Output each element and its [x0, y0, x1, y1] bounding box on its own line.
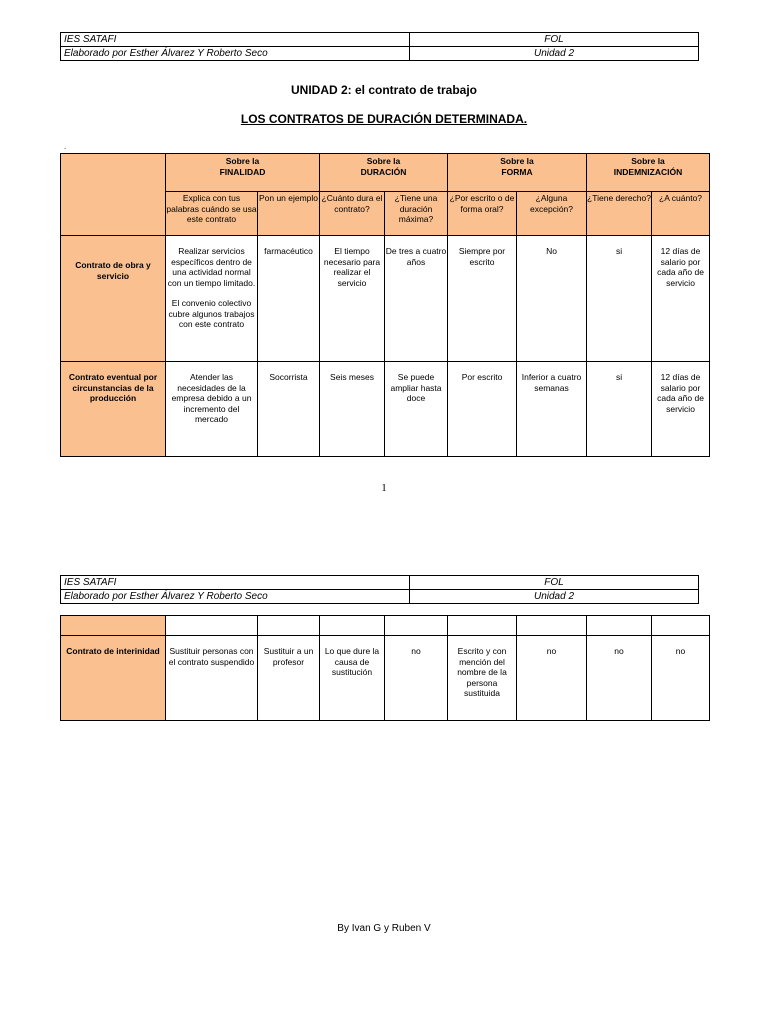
- corner-cell: [61, 616, 166, 636]
- cell-escrito: Por escrito: [448, 362, 517, 457]
- header-school: IES SATAFI: [61, 33, 410, 47]
- header-school: IES SATAFI: [61, 576, 410, 590]
- empty-header-cell: [385, 616, 448, 636]
- table-row: [61, 362, 710, 457]
- unit-title: UNIDAD 2: el contrato de trabajo: [290, 83, 478, 97]
- cell-dura: El tiempo necesario para realizar el servicio: [320, 236, 385, 362]
- cell-ejemplo: Sustituir a un profesor: [258, 636, 320, 721]
- contracts-table: [60, 153, 710, 457]
- table-row: [61, 236, 710, 362]
- cell-maxima: Se puede ampliar hasta doce: [385, 362, 448, 457]
- cell-cuanto: 12 días de salario por cada año de servicio: [652, 362, 710, 457]
- subheader-ejemplo: Pon un ejemplo: [258, 192, 320, 236]
- corner-cell: [61, 154, 166, 236]
- cell-escrito: Siempre por escrito: [448, 236, 517, 362]
- row-label: Contrato eventual por circunstancias de la producción: [61, 362, 166, 457]
- empty-header-cell: [587, 616, 652, 636]
- cell-ejemplo: Socorrista: [258, 362, 320, 457]
- cell-derecho: si: [587, 236, 652, 362]
- subheader-explica: Explica con tus palabras cuándo se usa este contrato: [166, 192, 258, 236]
- cell-explica: [166, 236, 258, 362]
- empty-header-cell: [448, 616, 517, 636]
- cell-excepcion: Inferior a cuatro semanas: [517, 362, 587, 457]
- subheader-escrito: ¿Por escrito o de forma oral?: [448, 192, 517, 236]
- page-header-2: [60, 575, 699, 604]
- cell-dura: Seis meses: [320, 362, 385, 457]
- cell-escrito: Escrito y con mención del nombre de la persona sustituida: [448, 636, 517, 721]
- stray-mark: .: [64, 142, 67, 151]
- cell-maxima: no: [385, 636, 448, 721]
- cell-ejemplo: farmacéutico: [258, 236, 320, 362]
- section-title: LOS CONTRATOS DE DURACIÓN DETERMINADA.: [240, 112, 528, 126]
- empty-header-cell: [652, 616, 710, 636]
- cell-excepcion: no: [517, 636, 587, 721]
- row-label: Contrato de interinidad: [61, 636, 166, 721]
- subheader-dura: ¿Cuánto dura el contrato?: [320, 192, 385, 236]
- footer-credit: By Ivan G y Ruben V: [337, 923, 431, 934]
- contracts-table-continued: [60, 615, 710, 721]
- empty-header-cell: [166, 616, 258, 636]
- subheader-maxima: ¿Tiene una duración máxima?: [385, 192, 448, 236]
- group-indemnizacion: Sobre la INDEMNIZACIÓN: [587, 154, 710, 192]
- group-duracion: Sobre la DURACIÓN: [320, 154, 448, 192]
- explica-paragraph-2: El convenio colectivo cubre algunos trabajos con este contrato: [168, 298, 255, 329]
- subheader-excepcion: ¿Alguna excepción?: [517, 192, 587, 236]
- page-number: 1: [381, 482, 387, 494]
- cell-derecho: si: [587, 362, 652, 457]
- header-unit: Unidad 2: [410, 47, 699, 61]
- row-label: Contrato de obra y servicio: [61, 236, 166, 362]
- empty-header-cell: [258, 616, 320, 636]
- subheader-cuanto: ¿A cuánto?: [652, 192, 710, 236]
- cell-derecho: no: [587, 636, 652, 721]
- cell-explica: Sustituir personas con el contrato suspendido: [166, 636, 258, 721]
- cell-dura: Lo que dure la causa de sustitución: [320, 636, 385, 721]
- cell-explica: Atender las necesidades de la empresa debido a un incremento del mercado: [166, 362, 258, 457]
- page-header-1: [60, 32, 699, 61]
- subheader-derecho: ¿Tiene derecho?: [587, 192, 652, 236]
- header-subject: FOL: [410, 576, 699, 590]
- cell-excepcion: No: [517, 236, 587, 362]
- empty-header-cell: [517, 616, 587, 636]
- cell-cuanto: 12 días de salario por cada año de servicio: [652, 236, 710, 362]
- header-subject: FOL: [410, 33, 699, 47]
- cell-cuanto: no: [652, 636, 710, 721]
- empty-header-cell: [320, 616, 385, 636]
- header-authors: Elaborado por Esther Álvarez Y Roberto Seco: [61, 590, 410, 604]
- table-row: [61, 636, 710, 721]
- header-authors: Elaborado por Esther Álvarez Y Roberto Seco: [61, 47, 410, 61]
- header-unit: Unidad 2: [410, 590, 699, 604]
- group-forma: Sobre la FORMA: [448, 154, 587, 192]
- group-finalidad: Sobre la FINALIDAD: [166, 154, 320, 192]
- cell-maxima: De tres a cuatro años: [385, 236, 448, 362]
- explica-paragraph-1: Realizar servicios específicos dentro de una actividad normal con un tiempo limitado.: [167, 246, 256, 288]
